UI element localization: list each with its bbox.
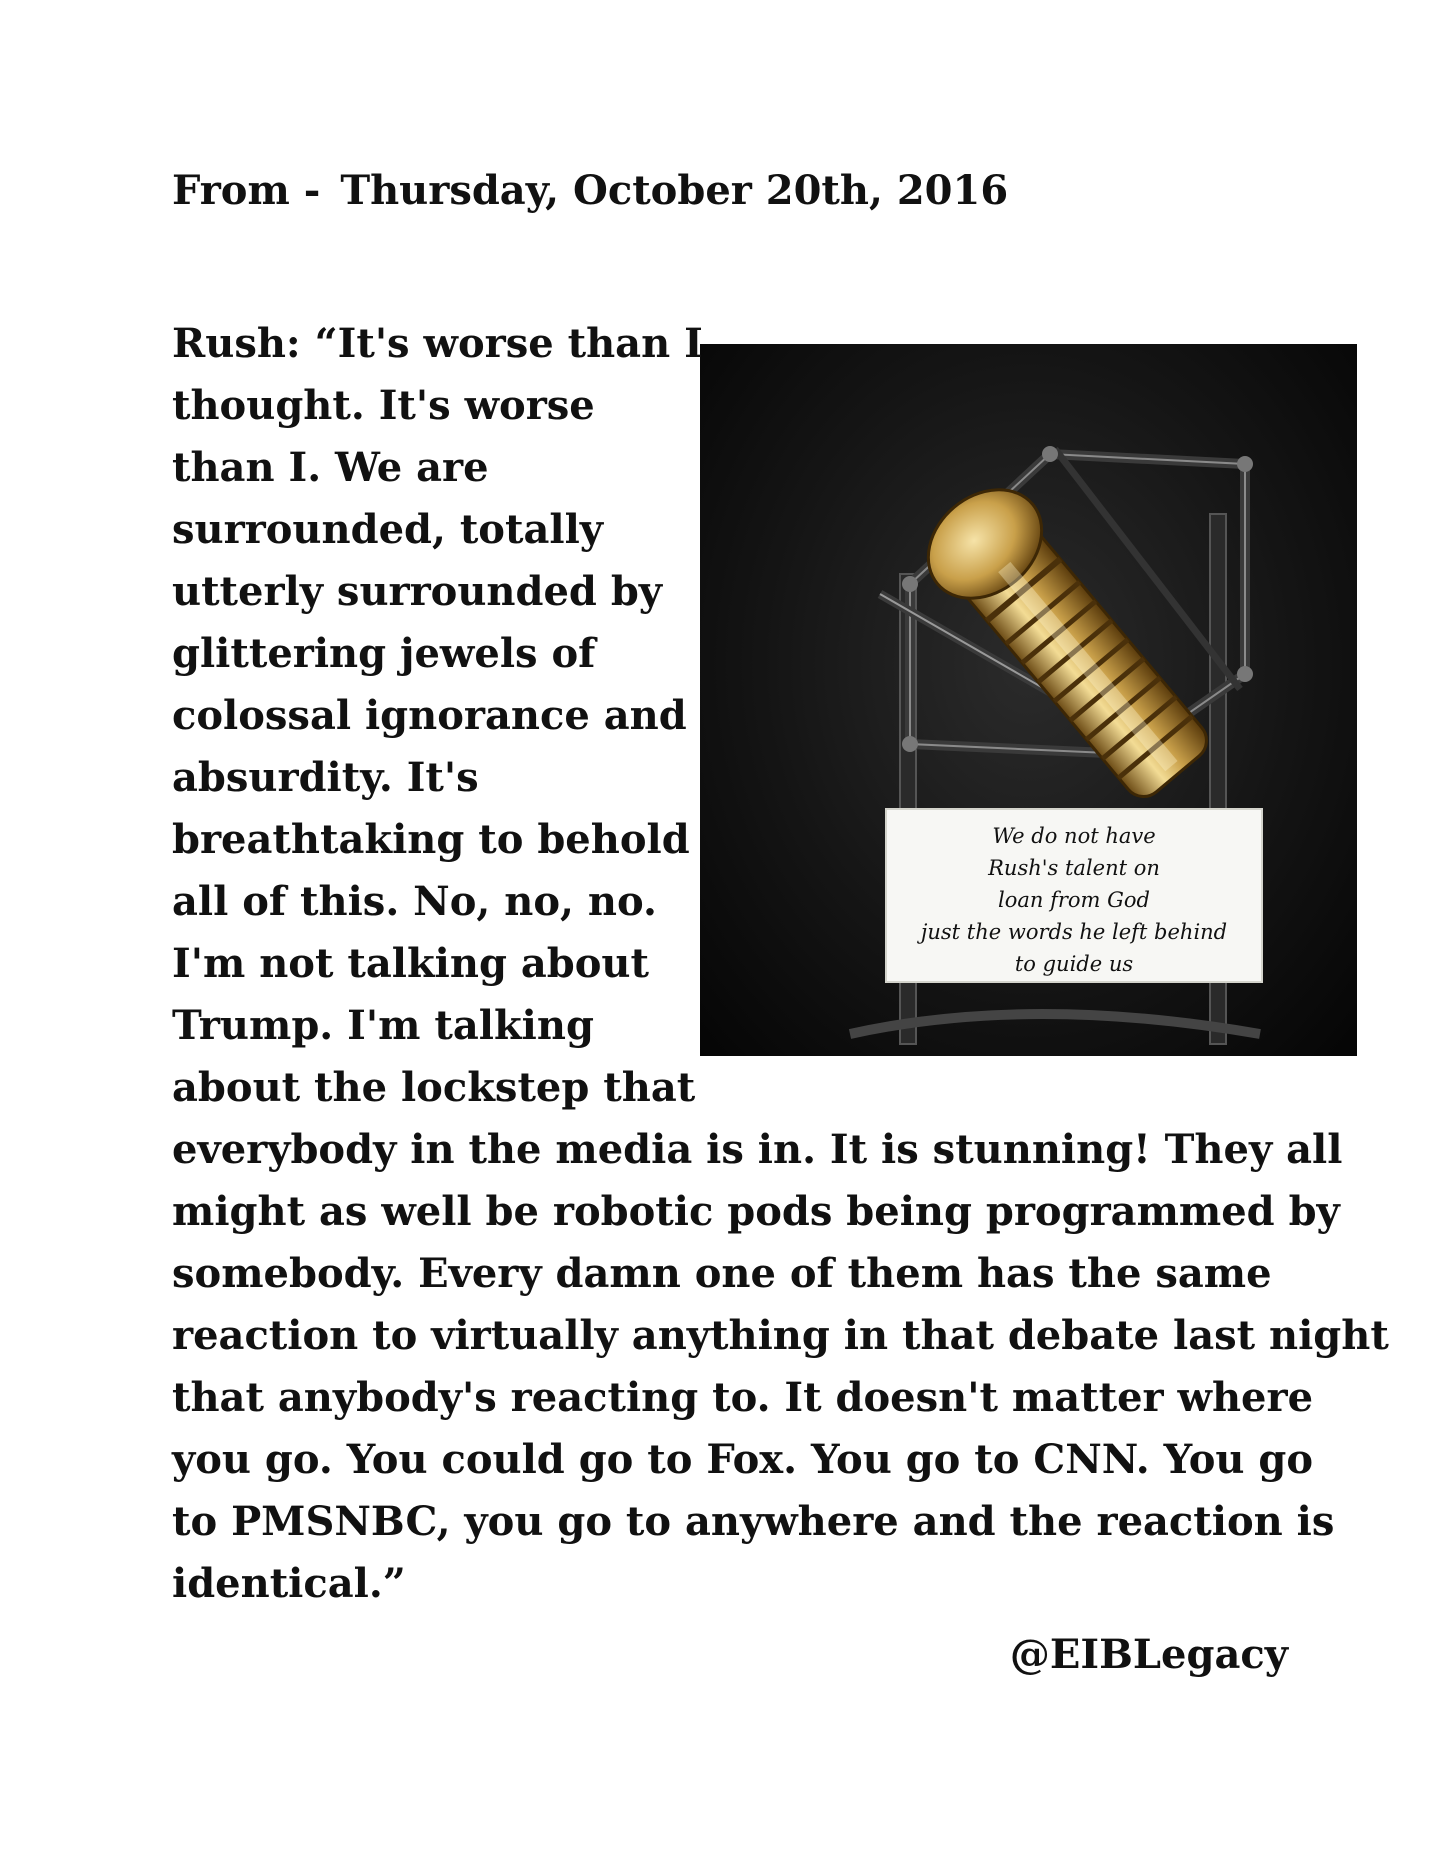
quote-text (172, 313, 1389, 1615)
quote-line: Trump. I'm talking (172, 1002, 594, 1049)
dateline-prefix: From - (172, 167, 321, 214)
quote-line: surrounded, totally (172, 506, 604, 553)
quote-line: I'm not talking about (172, 940, 649, 987)
quote-line: might as well be robotic pods being programmed by (172, 1188, 1340, 1235)
dateline-date: Thursday, October 20th, 2016 (340, 167, 1009, 214)
quote-line: absurdity. It's (172, 754, 479, 801)
quote-line: colossal ignorance and (172, 692, 687, 739)
quote-line: breathtaking to behold (172, 816, 690, 863)
quote-line: somebody. Every damn one of them has the same (172, 1250, 1272, 1297)
quote-line: all of this. No, no, no. (172, 878, 657, 925)
quote-line: identical.” (172, 1560, 406, 1607)
quote-line: reaction to virtually anything in that debate last night (172, 1312, 1389, 1359)
card-line: loan from God (998, 888, 1150, 912)
quote-line: Rush: “It's worse than I (172, 320, 703, 367)
quote-line: utterly surrounded by (172, 568, 663, 615)
card-line: Rush's talent on (988, 856, 1160, 880)
quote-line: you go. You could go to Fox. You go to CNN. You go (172, 1436, 1314, 1483)
card-line: to guide us (1014, 952, 1134, 976)
quote-line: about the lockstep that (172, 1064, 696, 1111)
card-line: We do not have (992, 824, 1156, 848)
quote-line: everybody in the media is in. It is stunning! They all (172, 1126, 1343, 1173)
quote-line: than I. We are (172, 444, 489, 491)
quote-line: that anybody's reacting to. It doesn't matter where (172, 1374, 1314, 1421)
quote-line: thought. It's worse (172, 382, 595, 429)
dateline (172, 166, 1008, 216)
quote-line: to PMSNBC, you go to anywhere and the reaction is (172, 1498, 1335, 1545)
social-handle: @EIBLegacy (1009, 1631, 1288, 1678)
card-line: just the words he left behind (920, 920, 1228, 944)
quote-line: glittering jewels of (172, 630, 596, 677)
